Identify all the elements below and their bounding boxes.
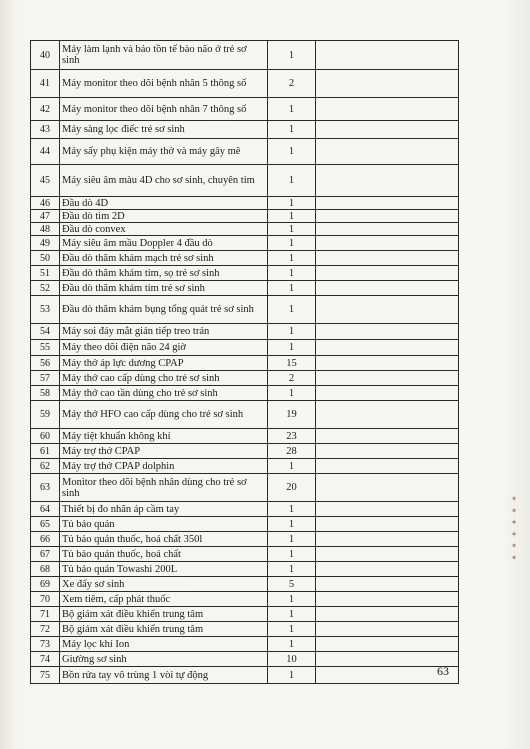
empty-cell: [316, 429, 459, 444]
table-row: [31, 577, 459, 592]
equipment-name: Đầu dò thăm khám tim, sọ trẻ sơ sinh: [60, 266, 268, 281]
equipment-table-body: [31, 41, 459, 684]
empty-cell: [316, 197, 459, 210]
row-number: 51: [31, 266, 60, 281]
empty-cell: [316, 459, 459, 474]
table-row: [31, 532, 459, 547]
empty-cell: [316, 98, 459, 121]
equipment-name: Máy thở áp lực dương CPAP: [60, 356, 268, 371]
equipment-quantity: 1: [268, 210, 316, 223]
table-row: [31, 652, 459, 667]
row-number: 59: [31, 401, 60, 429]
empty-cell: [316, 622, 459, 637]
equipment-name: Đầu dò 4D: [60, 197, 268, 210]
equipment-quantity: 1: [268, 139, 316, 165]
empty-cell: [316, 637, 459, 652]
empty-cell: [316, 139, 459, 165]
equipment-table: [30, 40, 459, 684]
equipment-quantity: 23: [268, 429, 316, 444]
row-number: 52: [31, 281, 60, 296]
empty-cell: [316, 444, 459, 459]
row-number: 63: [31, 474, 60, 502]
row-number: 75: [31, 667, 60, 684]
equipment-quantity: 1: [268, 197, 316, 210]
table-row: [31, 386, 459, 401]
equipment-name: Giường sơ sinh: [60, 652, 268, 667]
equipment-quantity: 1: [268, 592, 316, 607]
equipment-quantity: 10: [268, 652, 316, 667]
equipment-name: Máy làm lạnh và bảo tồn tế bào não ở trẻ sơ sinh: [60, 41, 268, 70]
equipment-name: Máy lọc khí Ion: [60, 637, 268, 652]
equipment-quantity: 1: [268, 98, 316, 121]
equipment-quantity: 2: [268, 371, 316, 386]
equipment-name: Máy thở HFO cao cấp dùng cho trẻ sơ sinh: [60, 401, 268, 429]
empty-cell: [316, 266, 459, 281]
equipment-quantity: 1: [268, 459, 316, 474]
table-row: [31, 502, 459, 517]
table-row: [31, 547, 459, 562]
row-number: 40: [31, 41, 60, 70]
table-row: [31, 429, 459, 444]
table-row: [31, 236, 459, 251]
row-number: 58: [31, 386, 60, 401]
equipment-name: Thiết bị đo nhãn áp cầm tay: [60, 502, 268, 517]
empty-cell: [316, 502, 459, 517]
table-row: [31, 223, 459, 236]
empty-cell: [316, 121, 459, 139]
equipment-name: Máy theo dõi điện não 24 giờ: [60, 340, 268, 356]
row-number: 67: [31, 547, 60, 562]
row-number: 53: [31, 296, 60, 324]
table-row: [31, 324, 459, 340]
row-number: 62: [31, 459, 60, 474]
row-number: 70: [31, 592, 60, 607]
equipment-quantity: 1: [268, 667, 316, 684]
page-number: 63: [437, 664, 449, 678]
equipment-quantity: 1: [268, 296, 316, 324]
row-number: 66: [31, 532, 60, 547]
row-number: 73: [31, 637, 60, 652]
row-number: 48: [31, 223, 60, 236]
row-number: 60: [31, 429, 60, 444]
table-row: [31, 266, 459, 281]
table-row: [31, 459, 459, 474]
equipment-quantity: 1: [268, 622, 316, 637]
equipment-quantity: 1: [268, 236, 316, 251]
equipment-quantity: 1: [268, 532, 316, 547]
row-number: 68: [31, 562, 60, 577]
row-number: 69: [31, 577, 60, 592]
table-row: [31, 371, 459, 386]
row-number: 54: [31, 324, 60, 340]
table-row: [31, 444, 459, 459]
equipment-name: Tủ bảo quản Towashi 200L: [60, 562, 268, 577]
empty-cell: [316, 281, 459, 296]
equipment-name: Đầu dò convex: [60, 223, 268, 236]
table-row: [31, 356, 459, 371]
row-number: 57: [31, 371, 60, 386]
equipment-quantity: 1: [268, 386, 316, 401]
empty-cell: [316, 251, 459, 266]
row-number: 42: [31, 98, 60, 121]
equipment-name: Bộ giám xát điều khiển trung tâm: [60, 622, 268, 637]
empty-cell: [316, 296, 459, 324]
side-stamp-mark: ✶ ✶ ✶ ✶ ✶ ✶: [510, 495, 518, 563]
equipment-name: Đầu dò thăm khám tim trẻ sơ sinh: [60, 281, 268, 296]
equipment-name: Tủ bảo quản thuốc, hoá chất: [60, 547, 268, 562]
equipment-quantity: 1: [268, 281, 316, 296]
row-number: 74: [31, 652, 60, 667]
table-row: [31, 139, 459, 165]
equipment-name: Máy thở cao cấp dùng cho trẻ sơ sinh: [60, 371, 268, 386]
empty-cell: [316, 547, 459, 562]
equipment-quantity: 20: [268, 474, 316, 502]
row-number: 56: [31, 356, 60, 371]
table-row: [31, 607, 459, 622]
row-number: 50: [31, 251, 60, 266]
empty-cell: [316, 340, 459, 356]
equipment-name: Đầu dò thăm khám mạch trẻ sơ sinh: [60, 251, 268, 266]
equipment-name: Đầu dò thăm khám bụng tổng quát trẻ sơ sinh: [60, 296, 268, 324]
equipment-quantity: 1: [268, 251, 316, 266]
equipment-quantity: 2: [268, 70, 316, 98]
empty-cell: [316, 210, 459, 223]
table-row: [31, 592, 459, 607]
empty-cell: [316, 532, 459, 547]
empty-cell: [316, 70, 459, 98]
equipment-quantity: 1: [268, 547, 316, 562]
table-row: [31, 251, 459, 266]
equipment-quantity: 15: [268, 356, 316, 371]
equipment-quantity: 1: [268, 266, 316, 281]
empty-cell: [316, 401, 459, 429]
equipment-name: Monitor theo dõi bệnh nhân dùng cho trẻ sơ sinh: [60, 474, 268, 502]
table-row: [31, 210, 459, 223]
empty-cell: [316, 592, 459, 607]
table-row: [31, 401, 459, 429]
empty-cell: [316, 562, 459, 577]
equipment-quantity: 1: [268, 502, 316, 517]
equipment-name: Máy trợ thở CPAP dolphin: [60, 459, 268, 474]
empty-cell: [316, 371, 459, 386]
table-row: [31, 474, 459, 502]
table-row: [31, 296, 459, 324]
row-number: 44: [31, 139, 60, 165]
table-row: [31, 98, 459, 121]
equipment-name: Máy sấy phụ kiện máy thở và máy gây mê: [60, 139, 268, 165]
row-number: 47: [31, 210, 60, 223]
equipment-quantity: 28: [268, 444, 316, 459]
equipment-quantity: 1: [268, 562, 316, 577]
equipment-quantity: 1: [268, 223, 316, 236]
empty-cell: [316, 517, 459, 532]
equipment-name: Bồn rửa tay vô trùng 1 vòi tự động: [60, 667, 268, 684]
table-row: [31, 340, 459, 356]
equipment-name: Máy siêu âm mầu Doppler 4 đầu dò: [60, 236, 268, 251]
table-row: [31, 70, 459, 98]
equipment-name: Máy sàng lọc điếc trẻ sơ sinh: [60, 121, 268, 139]
row-number: 41: [31, 70, 60, 98]
equipment-name: Bộ giám xát điều khiển trung tâm: [60, 607, 268, 622]
row-number: 43: [31, 121, 60, 139]
empty-cell: [316, 223, 459, 236]
equipment-name: Máy siêu âm màu 4D cho sơ sinh, chuyên tim: [60, 165, 268, 197]
equipment-name: Máy tiệt khuẩn không khí: [60, 429, 268, 444]
empty-cell: [316, 165, 459, 197]
equipment-name: Đầu dò tim 2D: [60, 210, 268, 223]
row-number: 55: [31, 340, 60, 356]
equipment-quantity: 5: [268, 577, 316, 592]
row-number: 46: [31, 197, 60, 210]
equipment-quantity: 1: [268, 121, 316, 139]
table-row: [31, 562, 459, 577]
equipment-name: Tủ bảo quản: [60, 517, 268, 532]
equipment-name: Xe đẩy sơ sinh: [60, 577, 268, 592]
row-number: 72: [31, 622, 60, 637]
table-row: [31, 121, 459, 139]
empty-cell: [316, 607, 459, 622]
table-row: [31, 667, 459, 684]
equipment-name: Máy soi đáy mắt gián tiếp treo trán: [60, 324, 268, 340]
row-number: 71: [31, 607, 60, 622]
row-number: 64: [31, 502, 60, 517]
table-row: [31, 517, 459, 532]
equipment-quantity: 1: [268, 340, 316, 356]
equipment-name: Máy thở cao tần dùng cho trẻ sơ sinh: [60, 386, 268, 401]
equipment-quantity: 1: [268, 41, 316, 70]
empty-cell: [316, 41, 459, 70]
equipment-name: Tủ bảo quản thuốc, hoá chất 350l: [60, 532, 268, 547]
table-row: [31, 281, 459, 296]
equipment-quantity: 1: [268, 637, 316, 652]
equipment-name: Máy monitor theo dõi bệnh nhân 5 thông số: [60, 70, 268, 98]
empty-cell: [316, 356, 459, 371]
table-row: [31, 197, 459, 210]
equipment-name: Máy trợ thở CPAP: [60, 444, 268, 459]
empty-cell: [316, 474, 459, 502]
equipment-quantity: 1: [268, 165, 316, 197]
equipment-quantity: 1: [268, 517, 316, 532]
table-row: [31, 637, 459, 652]
equipment-quantity: 19: [268, 401, 316, 429]
row-number: 65: [31, 517, 60, 532]
row-number: 61: [31, 444, 60, 459]
equipment-quantity: 1: [268, 607, 316, 622]
empty-cell: [316, 577, 459, 592]
table-row: [31, 41, 459, 70]
equipment-name: Máy monitor theo dõi bệnh nhân 7 thông số: [60, 98, 268, 121]
empty-cell: [316, 386, 459, 401]
row-number: 45: [31, 165, 60, 197]
row-number: 49: [31, 236, 60, 251]
equipment-quantity: 1: [268, 324, 316, 340]
table-row: [31, 165, 459, 197]
table-row: [31, 622, 459, 637]
equipment-name: Xem tiêm, cấp phát thuốc: [60, 592, 268, 607]
empty-cell: [316, 236, 459, 251]
empty-cell: [316, 324, 459, 340]
